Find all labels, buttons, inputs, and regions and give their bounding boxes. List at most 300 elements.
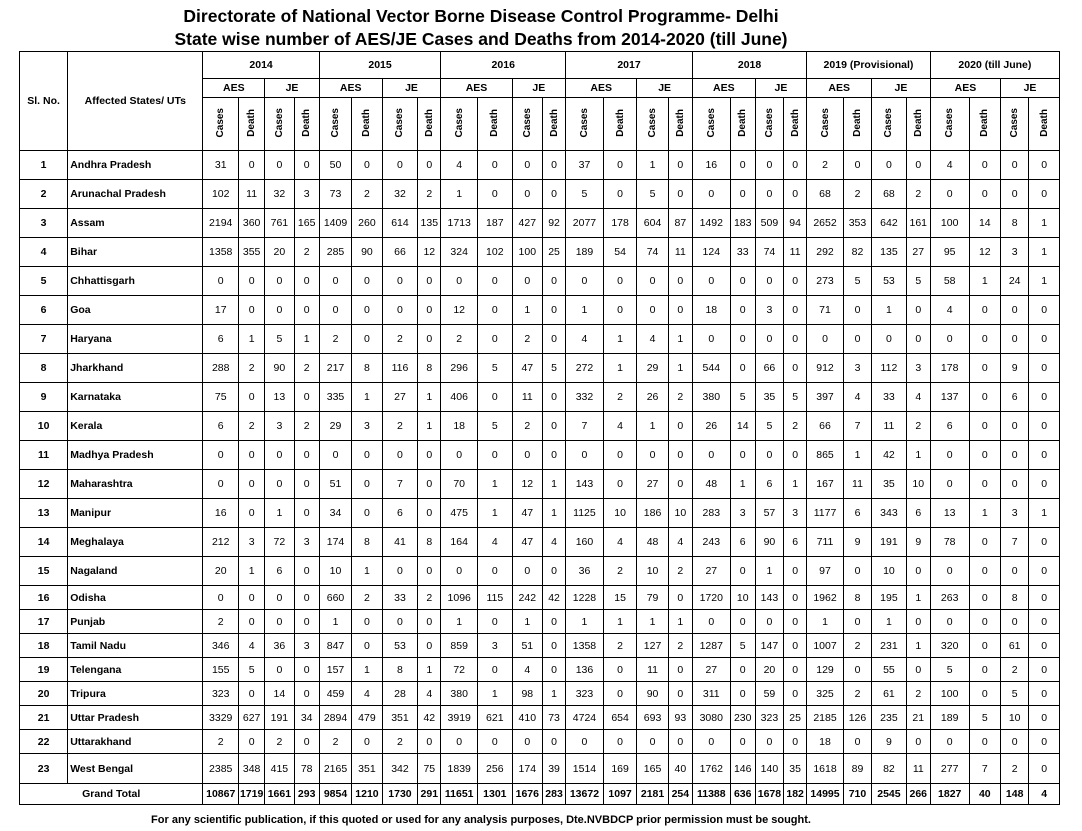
row-value-cell: 4 xyxy=(603,412,637,441)
row-value-cell: 0 xyxy=(843,658,871,682)
table-row xyxy=(20,383,1060,412)
row-value-cell: 0 xyxy=(755,151,783,180)
row-value-cell: 1 xyxy=(478,470,513,499)
row-value-cell: 4 xyxy=(668,528,692,557)
row-value-cell: 5 xyxy=(730,634,755,658)
row-value-cell: 20 xyxy=(203,557,239,586)
row-value-cell: 183 xyxy=(730,209,755,238)
row-value-cell: 3 xyxy=(1001,499,1029,528)
row-value-cell: 0 xyxy=(265,441,294,470)
row-value-cell: 479 xyxy=(352,706,382,730)
row-value-cell: 0 xyxy=(603,296,637,325)
row-value-cell: 0 xyxy=(382,441,418,470)
grand-total-cell: 1301 xyxy=(478,784,513,805)
row-value-cell: 0 xyxy=(543,634,566,658)
grand-total-cell: 283 xyxy=(543,784,566,805)
row-value-cell: 5 xyxy=(566,180,604,209)
row-value-cell: 1125 xyxy=(566,499,604,528)
row-value-cell: 0 xyxy=(755,325,783,354)
row-value-cell: 10 xyxy=(730,586,755,610)
row-value-cell: 351 xyxy=(352,754,382,784)
row-value-cell: 0 xyxy=(512,267,542,296)
table-row xyxy=(20,730,1060,754)
row-value-cell: 0 xyxy=(1001,325,1029,354)
grand-total-cell: 293 xyxy=(294,784,319,805)
header-cases-label: Cases xyxy=(1009,107,1021,138)
row-value-cell: 0 xyxy=(969,634,1000,658)
row-value-cell: 0 xyxy=(543,180,566,209)
row-value-cell: 0 xyxy=(239,383,265,412)
row-value-cell: 0 xyxy=(265,470,294,499)
row-value-cell: 0 xyxy=(668,412,692,441)
row-value-cell: 1 xyxy=(969,267,1000,296)
row-value-cell: 5 xyxy=(843,267,871,296)
row-value-cell: 25 xyxy=(543,238,566,267)
grand-total-cell: 1210 xyxy=(352,784,382,805)
row-value-cell: 12 xyxy=(441,296,478,325)
row-value-cell: 4 xyxy=(239,634,265,658)
row-value-cell: 0 xyxy=(969,610,1000,634)
row-value-cell: 7 xyxy=(382,470,418,499)
row-value-cell: 0 xyxy=(969,470,1000,499)
row-value-cell: 0 xyxy=(843,730,871,754)
grand-total-label: Grand Total xyxy=(20,784,203,805)
row-value-cell: 4 xyxy=(352,682,382,706)
row-value-cell: 0 xyxy=(668,180,692,209)
row-value-cell: 0 xyxy=(1001,180,1029,209)
row-value-cell: 0 xyxy=(969,557,1000,586)
row-value-cell: 410 xyxy=(512,706,542,730)
row-value-cell: 0 xyxy=(784,610,807,634)
row-sl-no: 17 xyxy=(20,610,68,634)
grand-total-cell: 4 xyxy=(1029,784,1060,805)
row-value-cell: 0 xyxy=(352,634,382,658)
header-je: JE xyxy=(512,79,565,98)
row-value-cell: 0 xyxy=(382,557,418,586)
row-value-cell: 0 xyxy=(478,557,513,586)
row-value-cell: 0 xyxy=(906,557,930,586)
row-value-cell: 2 xyxy=(668,634,692,658)
row-value-cell: 4 xyxy=(441,151,478,180)
table-row xyxy=(20,267,1060,296)
table-row xyxy=(20,470,1060,499)
grand-total-cell: 1719 xyxy=(239,784,265,805)
row-value-cell: 17 xyxy=(203,296,239,325)
row-value-cell: 0 xyxy=(478,325,513,354)
table-row xyxy=(20,586,1060,610)
grand-total-cell: 1730 xyxy=(382,784,418,805)
row-value-cell: 3 xyxy=(478,634,513,658)
grand-total-cell: 291 xyxy=(418,784,441,805)
row-value-cell: 0 xyxy=(1029,557,1060,586)
row-value-cell: 20 xyxy=(755,658,783,682)
row-value-cell: 1 xyxy=(603,325,637,354)
row-value-cell: 53 xyxy=(872,267,907,296)
row-value-cell: 8 xyxy=(1001,586,1029,610)
row-value-cell: 427 xyxy=(512,209,542,238)
row-value-cell: 0 xyxy=(969,412,1000,441)
row-value-cell: 95 xyxy=(930,238,969,267)
row-value-cell: 475 xyxy=(441,499,478,528)
row-value-cell: 12 xyxy=(969,238,1000,267)
table-row xyxy=(20,634,1060,658)
row-value-cell: 4724 xyxy=(566,706,604,730)
row-value-cell: 3 xyxy=(755,296,783,325)
row-value-cell: 0 xyxy=(418,441,441,470)
row-value-cell: 20 xyxy=(265,238,294,267)
row-value-cell: 0 xyxy=(730,151,755,180)
row-value-cell: 0 xyxy=(382,610,418,634)
row-sl-no: 16 xyxy=(20,586,68,610)
header-death xyxy=(730,98,755,151)
row-value-cell: 6 xyxy=(755,470,783,499)
table-row xyxy=(20,325,1060,354)
row-value-cell: 0 xyxy=(784,354,807,383)
row-state-name: Maharashtra xyxy=(68,470,203,499)
row-value-cell: 0 xyxy=(418,730,441,754)
row-value-cell: 0 xyxy=(843,296,871,325)
row-value-cell: 0 xyxy=(352,296,382,325)
row-value-cell: 102 xyxy=(478,238,513,267)
row-value-cell: 1 xyxy=(239,557,265,586)
header-je: JE xyxy=(265,79,320,98)
row-value-cell: 27 xyxy=(382,383,418,412)
row-value-cell: 397 xyxy=(807,383,844,412)
row-sl-no: 18 xyxy=(20,634,68,658)
header-death xyxy=(784,98,807,151)
row-value-cell: 0 xyxy=(543,412,566,441)
row-value-cell: 6 xyxy=(1001,383,1029,412)
row-state-name: West Bengal xyxy=(68,754,203,784)
row-value-cell: 82 xyxy=(872,754,907,784)
row-value-cell: 135 xyxy=(418,209,441,238)
row-value-cell: 2 xyxy=(294,412,319,441)
header-aes: AES xyxy=(441,79,512,98)
row-value-cell: 127 xyxy=(637,634,668,658)
row-value-cell: 4 xyxy=(566,325,604,354)
row-value-cell: 191 xyxy=(265,706,294,730)
row-value-cell: 1409 xyxy=(319,209,351,238)
row-value-cell: 1 xyxy=(637,610,668,634)
row-value-cell: 0 xyxy=(755,267,783,296)
row-value-cell: 26 xyxy=(692,412,730,441)
row-value-cell: 66 xyxy=(382,238,418,267)
row-value-cell: 0 xyxy=(294,658,319,682)
row-value-cell: 1 xyxy=(1029,267,1060,296)
table-row xyxy=(20,528,1060,557)
header-aes: AES xyxy=(930,79,1000,98)
row-value-cell: 1 xyxy=(566,296,604,325)
page-title: Directorate of National Vector Borne Disease Control Programme- Delhi xyxy=(183,6,779,26)
row-value-cell: 189 xyxy=(930,706,969,730)
row-value-cell: 1 xyxy=(784,470,807,499)
row-value-cell: 0 xyxy=(418,634,441,658)
header-year: 2015 xyxy=(319,52,441,79)
row-value-cell: 2 xyxy=(265,730,294,754)
row-value-cell: 10 xyxy=(906,470,930,499)
row-value-cell: 6 xyxy=(203,325,239,354)
row-value-cell: 0 xyxy=(930,730,969,754)
row-value-cell: 0 xyxy=(543,658,566,682)
row-value-cell: 0 xyxy=(784,557,807,586)
row-value-cell: 3 xyxy=(352,412,382,441)
row-value-cell: 0 xyxy=(692,267,730,296)
row-value-cell: 18 xyxy=(441,412,478,441)
row-value-cell: 0 xyxy=(239,296,265,325)
row-sl-no: 9 xyxy=(20,383,68,412)
row-value-cell: 0 xyxy=(730,610,755,634)
row-state-name: Kerala xyxy=(68,412,203,441)
footer-note: For any scientific publication, if this quoted or used for any analysis purposes, Dte.NVBDCP prior permission must be sought. xyxy=(151,814,811,826)
row-value-cell: 0 xyxy=(294,383,319,412)
row-value-cell: 35 xyxy=(872,470,907,499)
row-value-cell: 0 xyxy=(1029,296,1060,325)
row-sl-no: 1 xyxy=(20,151,68,180)
row-value-cell: 41 xyxy=(382,528,418,557)
row-value-cell: 0 xyxy=(265,267,294,296)
header-cases xyxy=(203,98,239,151)
grand-total-cell: 1676 xyxy=(512,784,542,805)
row-value-cell: 1 xyxy=(755,557,783,586)
row-value-cell: 11 xyxy=(512,383,542,412)
row-value-cell: 0 xyxy=(1029,180,1060,209)
row-value-cell: 169 xyxy=(603,754,637,784)
row-value-cell: 0 xyxy=(930,325,969,354)
row-value-cell: 0 xyxy=(418,151,441,180)
row-value-cell: 3 xyxy=(294,634,319,658)
row-value-cell: 614 xyxy=(382,209,418,238)
row-value-cell: 0 xyxy=(668,586,692,610)
grand-total-cell: 710 xyxy=(843,784,871,805)
row-value-cell: 0 xyxy=(668,441,692,470)
grand-total-cell: 182 xyxy=(784,784,807,805)
row-value-cell: 4 xyxy=(843,383,871,412)
row-value-cell: 1 xyxy=(637,412,668,441)
row-value-cell: 54 xyxy=(603,238,637,267)
grand-total-cell: 2181 xyxy=(637,784,668,805)
header-sl-no: Sl. No. xyxy=(20,52,68,151)
header-year: 2019 (Provisional) xyxy=(807,52,931,79)
row-value-cell: 0 xyxy=(1001,441,1029,470)
row-value-cell: 0 xyxy=(843,151,871,180)
row-value-cell: 3 xyxy=(906,354,930,383)
row-value-cell: 0 xyxy=(969,658,1000,682)
row-value-cell: 186 xyxy=(637,499,668,528)
row-value-cell: 273 xyxy=(807,267,844,296)
row-state-name: Odisha xyxy=(68,586,203,610)
header-cases xyxy=(319,98,351,151)
row-value-cell: 0 xyxy=(784,682,807,706)
row-value-cell: 5 xyxy=(730,383,755,412)
row-value-cell: 78 xyxy=(294,754,319,784)
row-value-cell: 0 xyxy=(730,180,755,209)
row-value-cell: 0 xyxy=(603,730,637,754)
row-value-cell: 459 xyxy=(319,682,351,706)
header-death xyxy=(906,98,930,151)
row-value-cell: 112 xyxy=(872,354,907,383)
header-je: JE xyxy=(382,79,441,98)
row-value-cell: 355 xyxy=(239,238,265,267)
row-value-cell: 2 xyxy=(807,151,844,180)
row-value-cell: 48 xyxy=(692,470,730,499)
row-value-cell: 6 xyxy=(906,499,930,528)
row-value-cell: 1 xyxy=(969,499,1000,528)
row-value-cell: 70 xyxy=(441,470,478,499)
row-value-cell: 0 xyxy=(478,730,513,754)
row-value-cell: 1 xyxy=(294,325,319,354)
row-value-cell: 859 xyxy=(441,634,478,658)
row-value-cell: 5 xyxy=(637,180,668,209)
row-value-cell: 0 xyxy=(441,730,478,754)
row-value-cell: 0 xyxy=(603,151,637,180)
row-value-cell: 10 xyxy=(603,499,637,528)
row-value-cell: 1 xyxy=(1029,238,1060,267)
row-value-cell: 71 xyxy=(807,296,844,325)
row-value-cell: 342 xyxy=(382,754,418,784)
row-value-cell: 0 xyxy=(784,267,807,296)
row-value-cell: 16 xyxy=(203,499,239,528)
row-value-cell: 3329 xyxy=(203,706,239,730)
row-value-cell: 0 xyxy=(1029,706,1060,730)
row-value-cell: 1358 xyxy=(566,634,604,658)
row-value-cell: 189 xyxy=(566,238,604,267)
row-value-cell: 6 xyxy=(784,528,807,557)
row-value-cell: 604 xyxy=(637,209,668,238)
row-value-cell: 1492 xyxy=(692,209,730,238)
row-sl-no: 15 xyxy=(20,557,68,586)
header-death xyxy=(543,98,566,151)
row-value-cell: 0 xyxy=(755,730,783,754)
row-value-cell: 230 xyxy=(730,706,755,730)
row-value-cell: 0 xyxy=(603,658,637,682)
row-value-cell: 3 xyxy=(239,528,265,557)
row-value-cell: 55 xyxy=(872,658,907,682)
row-value-cell: 0 xyxy=(319,296,351,325)
row-value-cell: 847 xyxy=(319,634,351,658)
row-value-cell: 82 xyxy=(843,238,871,267)
row-value-cell: 2385 xyxy=(203,754,239,784)
row-value-cell: 1 xyxy=(807,610,844,634)
row-value-cell: 66 xyxy=(807,412,844,441)
row-value-cell: 0 xyxy=(969,586,1000,610)
row-value-cell: 8 xyxy=(382,658,418,682)
header-death xyxy=(969,98,1000,151)
row-value-cell: 9 xyxy=(1001,354,1029,383)
row-value-cell: 33 xyxy=(730,238,755,267)
row-value-cell: 31 xyxy=(203,151,239,180)
row-value-cell: 1 xyxy=(872,610,907,634)
row-value-cell: 0 xyxy=(441,557,478,586)
row-value-cell: 324 xyxy=(441,238,478,267)
header-je: JE xyxy=(637,79,693,98)
row-value-cell: 4 xyxy=(543,528,566,557)
row-value-cell: 129 xyxy=(807,658,844,682)
row-value-cell: 285 xyxy=(319,238,351,267)
row-value-cell: 11 xyxy=(872,412,907,441)
row-value-cell: 87 xyxy=(668,209,692,238)
row-value-cell: 3 xyxy=(294,180,319,209)
row-value-cell: 0 xyxy=(784,658,807,682)
row-value-cell: 0 xyxy=(668,267,692,296)
row-value-cell: 415 xyxy=(265,754,294,784)
row-value-cell: 0 xyxy=(1001,412,1029,441)
row-value-cell: 0 xyxy=(969,441,1000,470)
row-value-cell: 10 xyxy=(1001,706,1029,730)
row-value-cell: 0 xyxy=(382,267,418,296)
row-value-cell: 1 xyxy=(906,441,930,470)
row-value-cell: 0 xyxy=(906,296,930,325)
row-value-cell: 12 xyxy=(512,470,542,499)
row-value-cell: 4 xyxy=(637,325,668,354)
row-state-name: Andhra Pradesh xyxy=(68,151,203,180)
row-value-cell: 0 xyxy=(637,730,668,754)
row-value-cell: 136 xyxy=(566,658,604,682)
row-value-cell: 143 xyxy=(566,470,604,499)
row-value-cell: 140 xyxy=(755,754,783,784)
row-value-cell: 0 xyxy=(603,267,637,296)
row-value-cell: 311 xyxy=(692,682,730,706)
row-value-cell: 212 xyxy=(203,528,239,557)
header-cases-label: Cases xyxy=(215,107,227,138)
row-sl-no: 2 xyxy=(20,180,68,209)
row-value-cell: 102 xyxy=(203,180,239,209)
row-value-cell: 51 xyxy=(512,634,542,658)
row-value-cell: 3 xyxy=(294,528,319,557)
header-death-label: Death xyxy=(423,108,435,137)
row-value-cell: 75 xyxy=(203,383,239,412)
row-value-cell: 0 xyxy=(294,730,319,754)
row-value-cell: 0 xyxy=(265,610,294,634)
row-value-cell: 0 xyxy=(441,441,478,470)
row-value-cell: 2 xyxy=(1001,658,1029,682)
row-value-cell: 78 xyxy=(930,528,969,557)
row-value-cell: 90 xyxy=(352,238,382,267)
row-value-cell: 0 xyxy=(319,267,351,296)
row-value-cell: 8 xyxy=(352,528,382,557)
row-value-cell: 2 xyxy=(382,325,418,354)
row-value-cell: 3 xyxy=(784,499,807,528)
row-value-cell: 73 xyxy=(319,180,351,209)
row-value-cell: 0 xyxy=(637,267,668,296)
row-value-cell: 0 xyxy=(418,610,441,634)
row-value-cell: 2 xyxy=(512,325,542,354)
row-value-cell: 0 xyxy=(239,267,265,296)
row-value-cell: 1228 xyxy=(566,586,604,610)
row-value-cell: 0 xyxy=(969,528,1000,557)
header-death-label: Death xyxy=(1038,108,1050,137)
row-value-cell: 0 xyxy=(352,610,382,634)
row-value-cell: 2194 xyxy=(203,209,239,238)
row-value-cell: 231 xyxy=(872,634,907,658)
row-value-cell: 296 xyxy=(441,354,478,383)
row-value-cell: 0 xyxy=(1029,586,1060,610)
row-value-cell: 2077 xyxy=(566,209,604,238)
row-value-cell: 627 xyxy=(239,706,265,730)
row-value-cell: 1 xyxy=(637,151,668,180)
row-value-cell: 0 xyxy=(418,499,441,528)
row-sl-no: 19 xyxy=(20,658,68,682)
row-value-cell: 93 xyxy=(668,706,692,730)
row-state-name: Nagaland xyxy=(68,557,203,586)
row-value-cell: 0 xyxy=(930,610,969,634)
row-value-cell: 1 xyxy=(668,610,692,634)
row-value-cell: 6 xyxy=(843,499,871,528)
row-value-cell: 0 xyxy=(239,730,265,754)
header-death-label: Death xyxy=(489,108,501,137)
table-row xyxy=(20,499,1060,528)
row-value-cell: 0 xyxy=(543,730,566,754)
row-state-name: Tamil Nadu xyxy=(68,634,203,658)
